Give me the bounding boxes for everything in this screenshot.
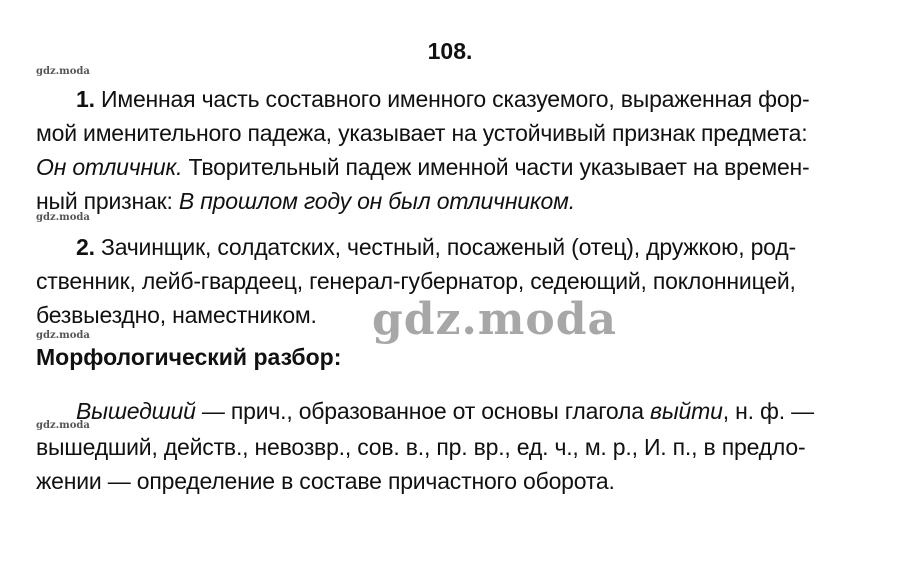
task1-number: 1.: [76, 86, 95, 112]
analysis-verb: выйти: [650, 398, 723, 424]
page-number: 108.: [427, 38, 473, 64]
task1-line1-text: Именная часть составного именного сказуемого, выраженная фор-: [101, 86, 810, 112]
analysis-line2: [36, 432, 866, 462]
task1-line3: [36, 152, 866, 182]
task1-line4: [36, 186, 866, 216]
analysis-line1-tail: , н. ф. —: [722, 398, 814, 424]
task2-number: 2.: [76, 234, 95, 260]
site-watermark: gdz.moda: [36, 212, 90, 223]
analysis-line1-text: — прич., образованное от основы глагола: [195, 398, 651, 424]
task1-line2: [36, 118, 866, 148]
analysis-line2-text: вышедший, действ., невозвр., сов. в., пр. вр., ед. ч., м. р., И. п., в предло-: [36, 434, 806, 460]
analysis-line3: [36, 466, 866, 496]
task1-example1: Он отличник.: [36, 154, 183, 180]
large-watermark: gdz.moda: [372, 294, 618, 345]
analysis-line1: [76, 396, 866, 426]
task2-line2: [36, 266, 866, 296]
task2-line3-text: безвыездно, наместником.: [36, 302, 317, 328]
task2-line1: [76, 232, 866, 262]
analysis-heading: Морфологический разбор:: [36, 344, 342, 370]
site-watermark: gdz.moda: [36, 66, 90, 77]
analysis-line3-text: жении — определение в составе причастного оборота.: [36, 468, 615, 494]
site-watermark: gdz.moda: [36, 330, 90, 341]
task2-line2-text: ственник, лейб-гвардеец, генерал-губернатор, седеющий, поклонницей,: [36, 268, 796, 294]
task1-line2-text: мой именительного падежа, указывает на устойчивый признак предмета:: [36, 120, 808, 146]
site-watermark: gdz.moda: [36, 420, 90, 431]
task1-example2: В прошлом году он был отличником.: [178, 188, 575, 214]
task1-line1: [76, 84, 866, 114]
task1-line3-text: Творительный падеж именной части указывает на времен-: [182, 154, 810, 180]
task2-line1-text: Зачинщик, солдатских, честный, посаженый (отец), дружкою, род-: [101, 234, 796, 260]
analysis-word: Вышедший: [76, 398, 196, 424]
task1-line4-text: ный признак:: [36, 188, 179, 214]
